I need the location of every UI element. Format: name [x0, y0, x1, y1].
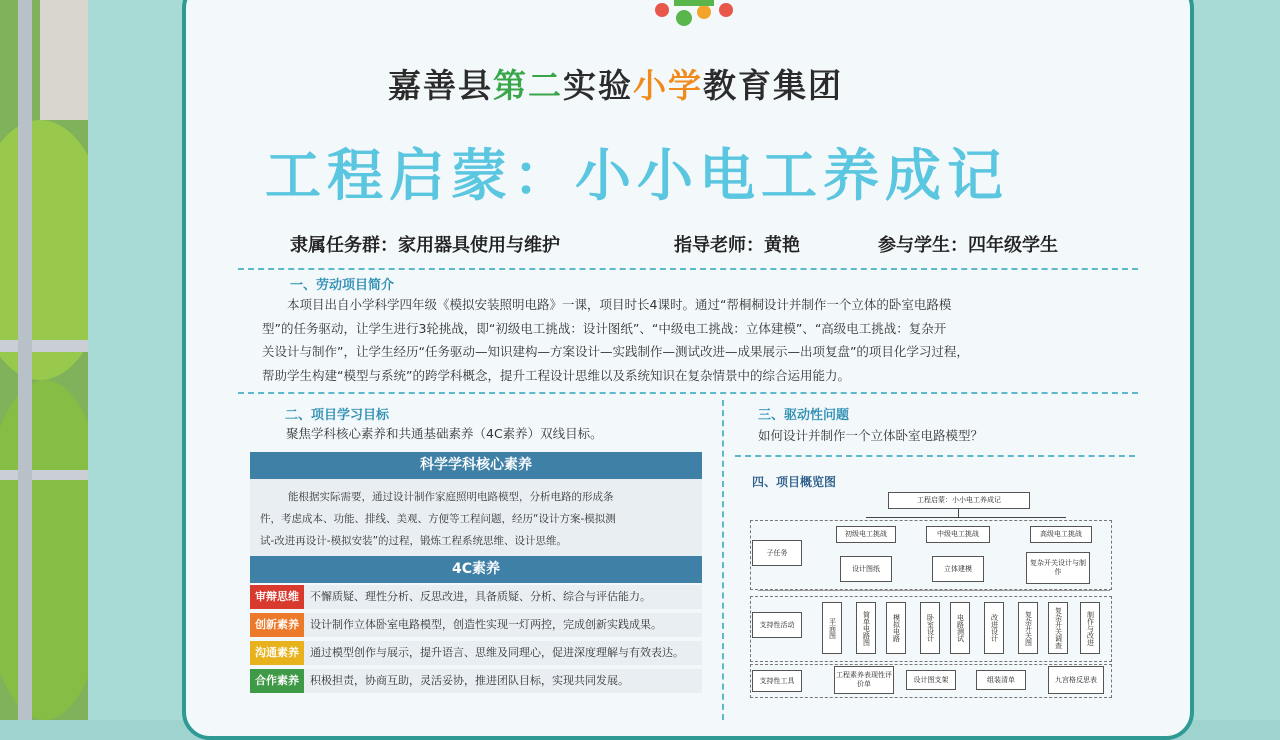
c4-text: 不懈质疑、理性分析、反思改进，具备质疑、分析、综合与评估能力。	[310, 590, 651, 603]
flow-activity: 复杂开关图	[1018, 602, 1038, 654]
teacher: 指导老师：黄艳	[674, 235, 800, 256]
c4-row	[250, 669, 702, 693]
divider	[238, 392, 1138, 394]
section2-heading: 二、项目学习目标	[285, 408, 390, 423]
flow-activity: 卧室设计	[920, 602, 940, 654]
body-line: 关设计与制作”，让学生经历“任务驱动—知识建构—方案设计—实践制作—测试改进—成果展示—出项复盘”的项目化学习过程，	[262, 344, 969, 359]
flow-root: 工程启蒙：小小电工养成记	[888, 492, 1030, 509]
section3-heading: 三、驱动性问题	[758, 408, 850, 423]
c4-tag: 沟通素养	[250, 641, 304, 665]
flow-line	[866, 517, 1066, 518]
core-line: 件，考虑成本、功能、排线、美观、方便等工程问题，经历“设计方案-模拟测	[260, 513, 616, 525]
section1-body	[262, 293, 1142, 387]
core-literacy-band: 科学学科核心素养	[250, 452, 702, 479]
flow-tool: 九宫格反思表	[1048, 666, 1104, 694]
flow-subtask: 初级电工挑战	[836, 526, 896, 543]
body-line: 本项目出自小学科学四年级《模拟安装照明电路》一课，项目时长4课时。通过“帮桐桐设计并制作一个立体的卧室电路模	[287, 297, 952, 312]
flow-activity: 简单电路图	[856, 602, 876, 654]
section2-intro: 聚焦学科核心素养和共通基础素养（4C素养）双线目标。	[286, 426, 603, 441]
org-title: 嘉善县第二实验小学教育集团	[388, 66, 843, 105]
flow-row-label: 子任务	[752, 540, 802, 566]
flow-activity: 平面图	[822, 602, 842, 654]
column-divider	[722, 400, 724, 720]
flow-row-label: 支持性活动	[752, 612, 802, 638]
c4-row	[250, 641, 702, 665]
core-literacy-box	[250, 452, 702, 556]
flow-activity: 电路测试	[950, 602, 970, 654]
c4-text: 积极担责，协商互助，灵活妥协，推进团队目标，实现共同发展。	[310, 674, 629, 687]
section4-heading: 四、项目概览图	[752, 475, 837, 489]
flow-activity: 改进设计	[984, 602, 1004, 654]
core-literacy-text	[260, 486, 616, 552]
flow-activity: 复杂开关调查	[1048, 602, 1068, 654]
c4-text: 设计制作立体卧室电路模型，创造性实现一灯两控，完成创新实践成果。	[310, 618, 662, 631]
c4-tag: 创新素养	[250, 613, 304, 637]
flow-line	[758, 590, 1110, 591]
main-title: 工程启蒙：小小电工养成记	[265, 144, 1009, 209]
flow-row-label: 支持性工具	[752, 670, 802, 692]
flow-tool: 工程素养表现性评价单	[834, 666, 894, 694]
logo-icon	[644, 0, 744, 36]
body-line: 帮助学生构建“模型与系统”的跨学科概念，提升工程设计思维以及系统知识在复杂情景中的综合运用能力。	[262, 367, 850, 383]
c4-tag: 审辩思维	[250, 585, 304, 609]
students: 参与学生：四年级学生	[878, 235, 1058, 256]
c4-text: 通过模型创作与展示，提升语言、思维及同理心，促进深度理解与有效表达。	[310, 646, 684, 659]
railing	[0, 340, 95, 352]
driving-question: 如何设计并制作一个立体卧室电路模型？	[758, 428, 984, 443]
building	[40, 0, 90, 120]
section1-heading: 一、劳动项目简介	[290, 278, 395, 293]
task-group: 隶属任务群：家用器具使用与维护	[290, 235, 560, 256]
railing-post	[18, 0, 32, 720]
flow-activity: 模拟电路	[886, 602, 906, 654]
c4-row	[250, 585, 702, 609]
flow-subtask: 中级电工挑战	[926, 526, 990, 543]
body-line: 型”的任务驱动，让学生进行3轮挑战，即“初级电工挑战：设计图纸”、“中级电工挑战：立体建模”、“高级电工挑战：复杂开	[262, 320, 947, 336]
flow-tool: 组装清单	[976, 670, 1026, 690]
core-line: 试-改进再设计-模拟安装”的过程，锻炼工程系统思维、设计思维。	[260, 535, 568, 547]
flow-output: 设计图纸	[840, 556, 892, 582]
c4-tag: 合作素养	[250, 669, 304, 693]
flow-line	[958, 509, 959, 517]
flow-output: 复杂开关设计与制作	[1026, 552, 1090, 584]
railing	[0, 470, 95, 480]
core-line: 能根据实际需要，通过设计制作家庭照明电路模型，分析电路的形成条	[288, 491, 614, 503]
flow-activity: 制作与改进	[1080, 602, 1100, 654]
flow-output: 立体建模	[932, 556, 984, 582]
divider	[735, 455, 1135, 457]
c4-row	[250, 613, 702, 637]
c4-band: 4C素养	[250, 556, 702, 583]
flow-tool: 设计图支架	[906, 670, 956, 690]
divider	[238, 268, 1138, 270]
flow-subtask: 高级电工挑战	[1030, 526, 1092, 543]
